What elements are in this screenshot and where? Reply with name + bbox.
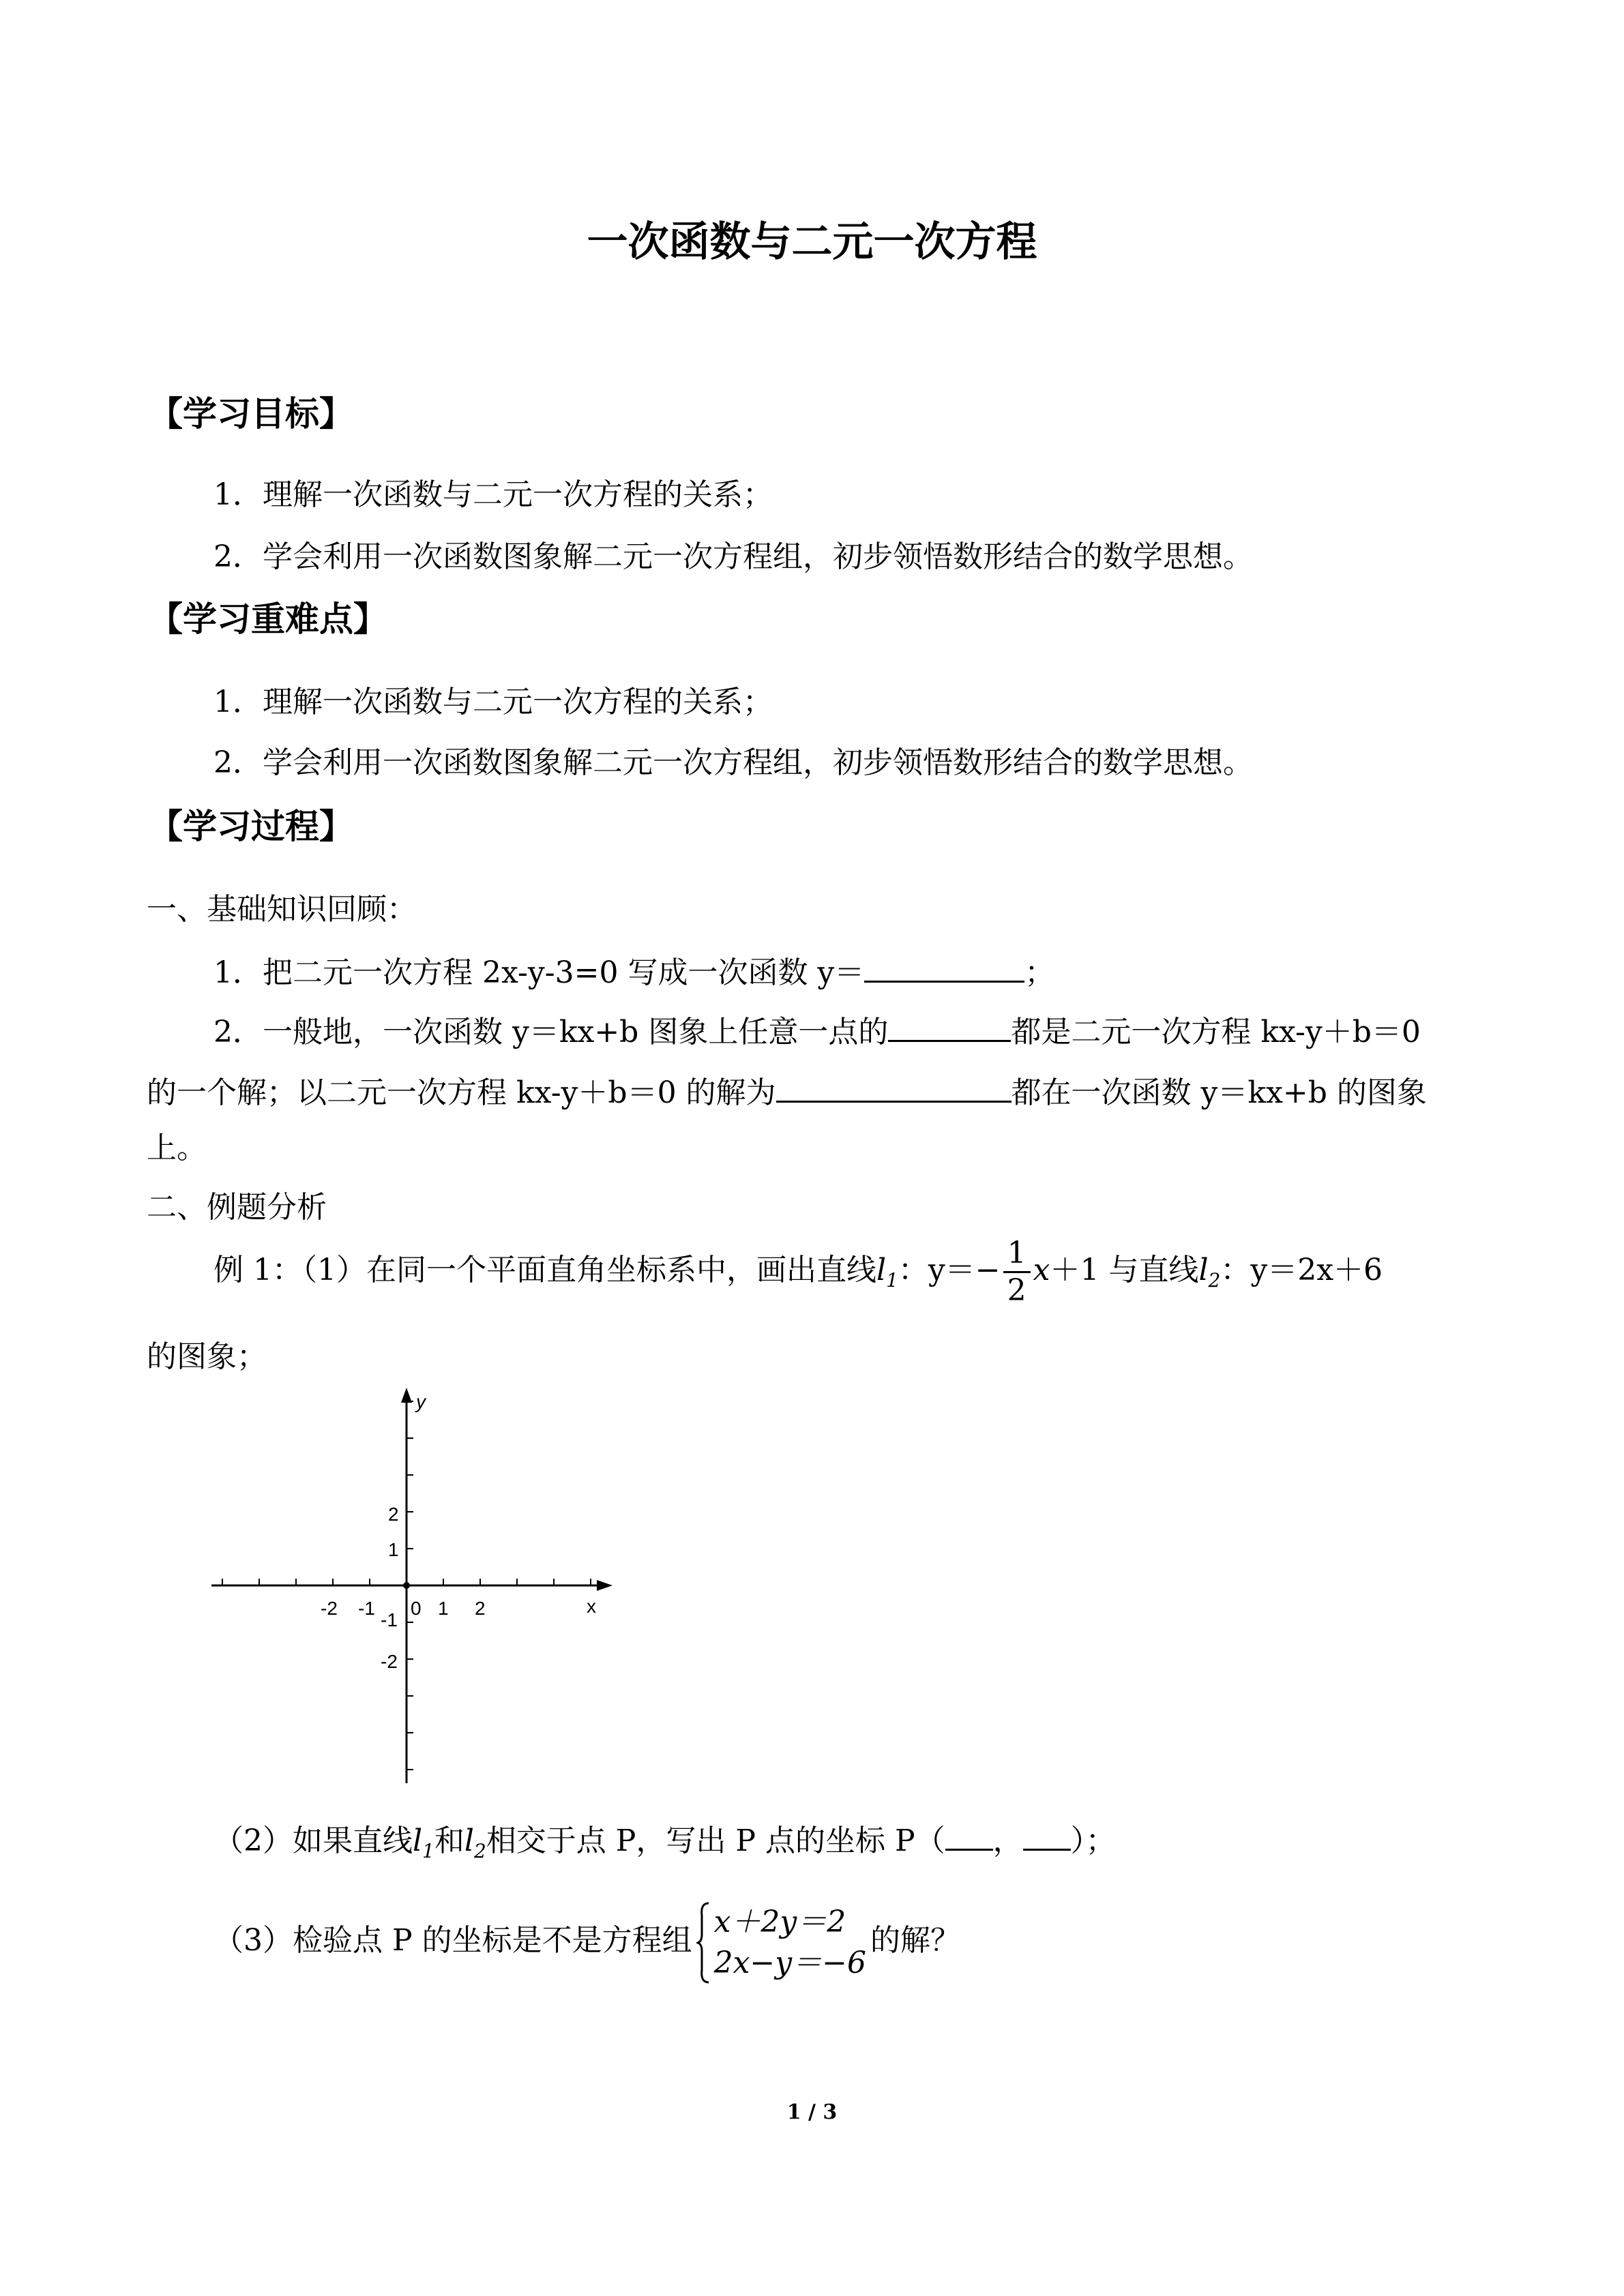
part-2-text: （2）如果直线 xyxy=(213,1823,413,1858)
x-axis-arrow xyxy=(597,1580,612,1591)
equation-text: ：y＝− xyxy=(898,1253,1001,1287)
y-axis-arrow xyxy=(401,1388,412,1403)
question-1-end: ； xyxy=(1024,955,1055,990)
y-axis-label: y xyxy=(416,1391,426,1412)
question-2-line-2 xyxy=(147,1068,1427,1115)
question-2-text: 的一个解；以二元一次方程 kx-y＋b＝0 的解为 xyxy=(147,1075,776,1110)
question-2-line-1 xyxy=(213,1007,1421,1054)
review-title: 一、基础知识回顾： xyxy=(147,892,417,927)
fraction-numerator: 1 xyxy=(1003,1236,1031,1273)
x-axis-label: x xyxy=(587,1596,596,1617)
part-3-text: 的解？ xyxy=(870,1923,960,1958)
y-tick-label: -1 xyxy=(381,1609,398,1630)
x-tick-label: -1 xyxy=(358,1598,375,1619)
equation-text: ：y＝2x＋6 xyxy=(1220,1253,1383,1287)
part-2-text: 相交于点 P，写出 P 点的坐标 P（ xyxy=(486,1823,945,1858)
left-brace-icon xyxy=(696,1902,710,1984)
question-2-text: 都在一次函数 y＝kx+b 的图象 xyxy=(1011,1075,1427,1110)
page-title: 一次函数与二元一次方程 xyxy=(587,218,1037,266)
goal-item: 1．理解一次函数与二元一次方程的关系； xyxy=(213,477,773,512)
section-heading-goals: 【学习目标】 xyxy=(149,394,353,434)
line-symbol: l xyxy=(1198,1253,1209,1287)
section-heading-key-points: 【学习重难点】 xyxy=(149,599,387,639)
answer-blank[interactable] xyxy=(776,1068,1012,1103)
part-3-text: （3）检验点 P 的坐标是不是方程组 xyxy=(213,1923,692,1958)
question-2-text: 都是二元一次方程 kx-y＋b＝0 xyxy=(1011,1015,1421,1049)
y-tick-label: 1 xyxy=(388,1539,399,1560)
coordinate-blank-y[interactable] xyxy=(1023,1816,1071,1851)
line-symbol: l xyxy=(413,1823,423,1858)
x-tick-label: 2 xyxy=(475,1598,486,1619)
question-2-text: 2．一般地，一次函数 y＝kx+b 图象上任意一点的 xyxy=(213,1015,889,1049)
part-2-text: 和 xyxy=(434,1823,464,1858)
line-symbol: l xyxy=(876,1253,887,1287)
goal-item: 2．学会利用一次函数图象解二元一次方程组，初步领悟数形结合的数学思想。 xyxy=(213,539,1253,574)
key-point-item: 1．理解一次函数与二元一次方程的关系； xyxy=(213,685,773,719)
line-l2 xyxy=(1198,1253,1221,1292)
x-tick-label: 0 xyxy=(411,1598,422,1619)
fraction xyxy=(1003,1236,1031,1309)
part-2-end: ）； xyxy=(1070,1823,1116,1858)
x-tick-label: 1 xyxy=(438,1598,449,1619)
examples-title: 二、例题分析 xyxy=(147,1190,327,1225)
part-2-comma: ， xyxy=(992,1823,1023,1858)
subscript: 1 xyxy=(422,1840,434,1862)
key-point-item: 2．学会利用一次函数图象解二元一次方程组，初步领悟数形结合的数学思想。 xyxy=(213,745,1253,780)
coordinate-plane[interactable] xyxy=(205,1388,614,1783)
page-number: 1 / 3 xyxy=(786,2100,838,2124)
answer-blank[interactable] xyxy=(864,948,1024,983)
answer-blank[interactable] xyxy=(888,1007,1011,1042)
question-2-line-3: 上。 xyxy=(147,1131,207,1165)
y-tick-label: -2 xyxy=(381,1651,398,1672)
subscript: 2 xyxy=(473,1840,486,1862)
line-l1 xyxy=(876,1253,898,1292)
x-tick-label: -2 xyxy=(321,1598,338,1619)
subscript: 1 xyxy=(886,1269,898,1292)
example-1-text: 例 1：（1）在同一个平面直角坐标系中，画出直线 xyxy=(213,1253,876,1287)
equation-1: x＋2y＝2 xyxy=(713,1904,846,1939)
example-1-part-3 xyxy=(213,1896,960,1985)
line-l1 xyxy=(413,1823,434,1862)
equation-2: 2x−y＝−6 xyxy=(713,1945,866,1980)
variable-x: x xyxy=(1033,1253,1050,1287)
section-heading-process: 【学习过程】 xyxy=(149,807,353,846)
fraction-denominator: 2 xyxy=(1007,1273,1027,1308)
example-1-part-1-end: 的图象； xyxy=(147,1339,267,1374)
coordinate-blank-x[interactable] xyxy=(945,1816,993,1851)
line-symbol: l xyxy=(464,1823,474,1858)
example-1-part-1 xyxy=(213,1229,1383,1322)
question-1-text: 1．把二元一次方程 2x-y-3=0 写成一次函数 y＝ xyxy=(213,955,865,990)
equation-text: ＋1 与直线 xyxy=(1050,1253,1199,1287)
y-tick-label: 2 xyxy=(388,1504,399,1525)
example-1-part-2 xyxy=(213,1816,1116,1873)
equation-system xyxy=(696,1902,866,1984)
origin-point xyxy=(403,1582,410,1589)
subscript: 2 xyxy=(1208,1269,1221,1292)
question-1 xyxy=(213,948,1054,995)
line-l2 xyxy=(464,1823,486,1862)
